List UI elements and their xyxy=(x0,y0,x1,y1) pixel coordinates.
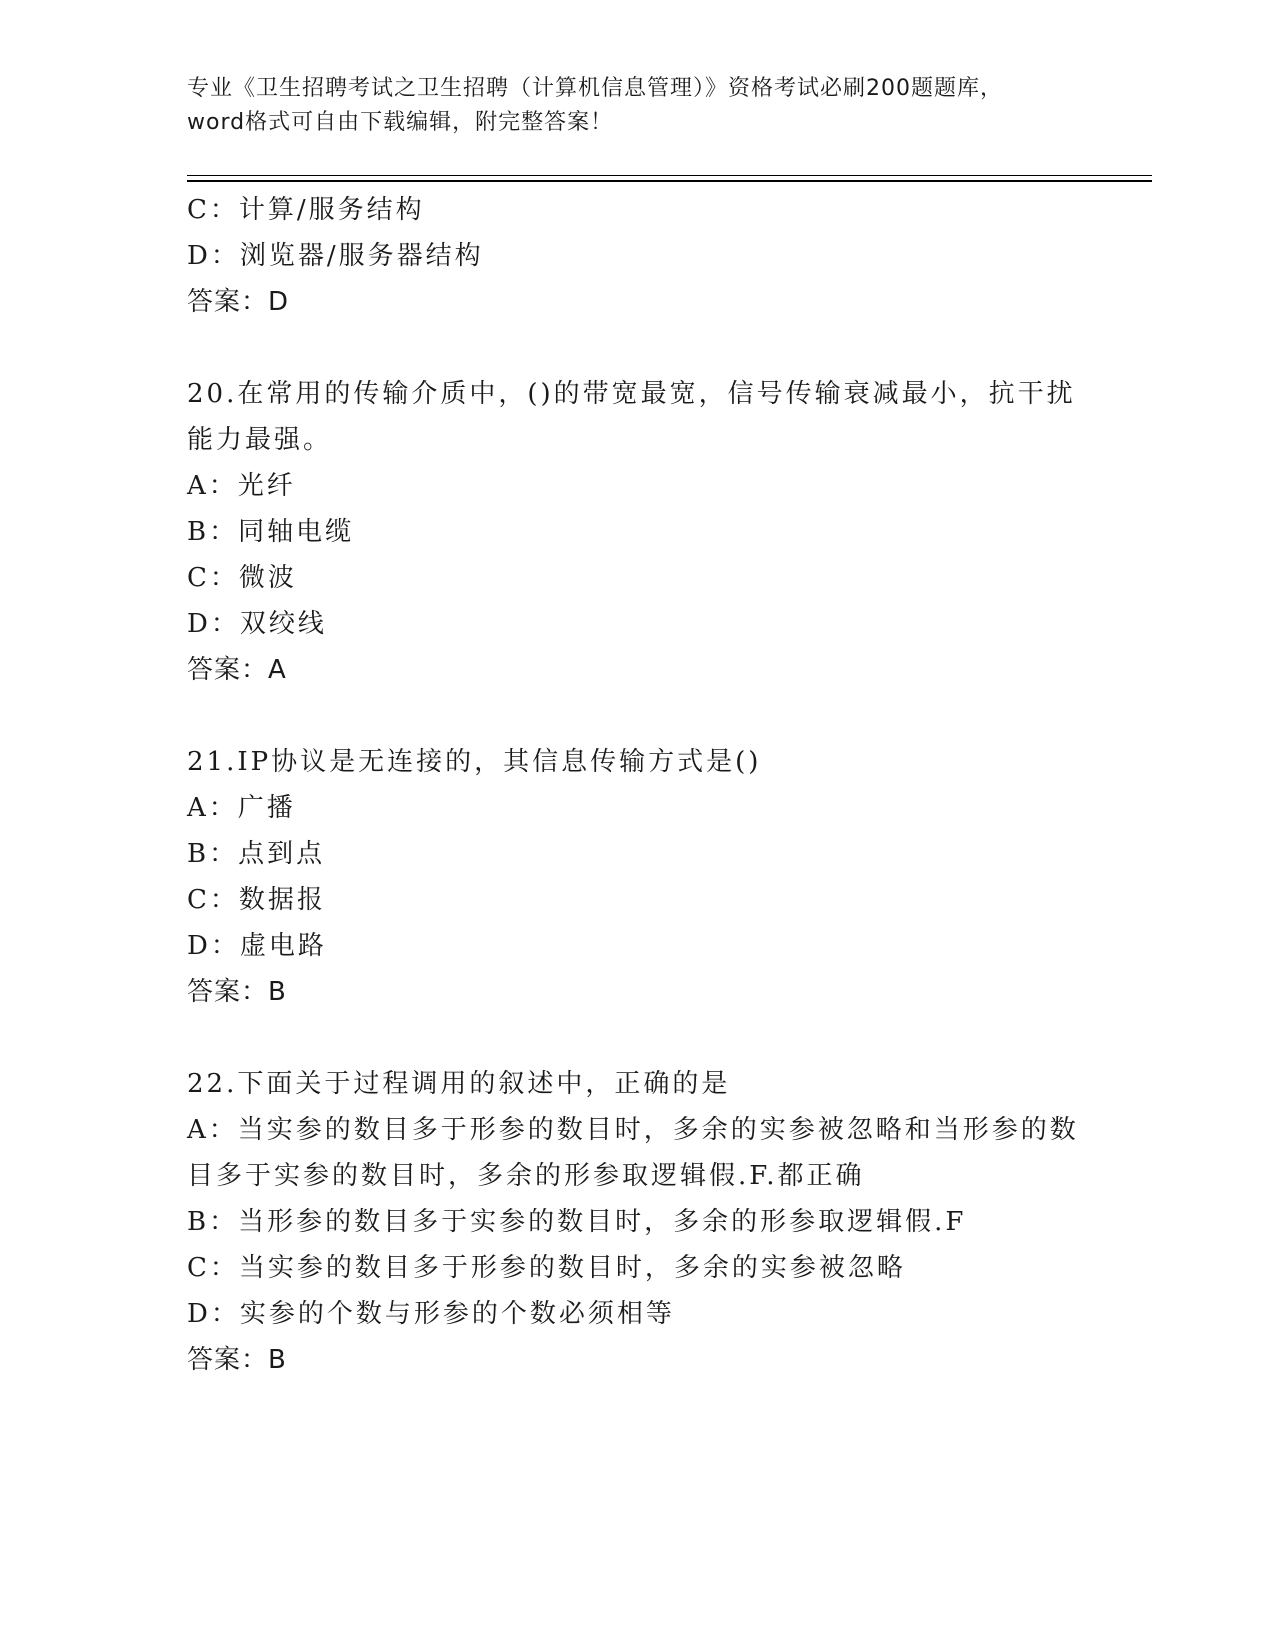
option-a-continued: 目多于实参的数目时，多余的形参取逻辑假.F.都正确 xyxy=(187,1161,865,1191)
question-stem: 21.IP协议是无连接的，其信息传输方式是() xyxy=(187,747,762,777)
header-title-line-2: word格式可自由下载编辑，附完整答案！ xyxy=(187,110,614,135)
question-19-tail xyxy=(187,187,1087,325)
option-d: D：双绞线 xyxy=(187,609,327,639)
question-body xyxy=(187,187,1087,1383)
question-stem-continued: 能力最强。 xyxy=(187,425,333,455)
question-22 xyxy=(187,1061,1087,1383)
header-divider-thick xyxy=(187,180,1152,182)
option-c: C：微波 xyxy=(187,563,297,593)
answer-line: 答案：A xyxy=(187,655,287,685)
option-d: D：虚电路 xyxy=(187,931,327,961)
spacer xyxy=(187,693,1087,739)
option-c: C：当实参的数目多于形参的数目时，多余的实参被忽略 xyxy=(187,1253,906,1283)
option-d: D：实参的个数与形参的个数必须相等 xyxy=(187,1299,675,1329)
header-divider-thin xyxy=(187,175,1152,176)
header-title-line-1: 专业《卫生招聘考试之卫生招聘（计算机信息管理）》资格考试必刷200题题库， xyxy=(187,76,1003,101)
option-a: A：光纤 xyxy=(187,471,296,501)
option-d: D：浏览器/服务器结构 xyxy=(187,241,484,271)
answer-line: 答案：D xyxy=(187,287,290,317)
option-a: A：广播 xyxy=(187,793,296,823)
spacer xyxy=(187,1015,1087,1061)
option-a: A：当实参的数目多于形参的数目时，多余的实参被忽略和当形参的数 xyxy=(187,1115,1079,1145)
option-b: B：当形参的数目多于实参的数目时，多余的形参取逻辑假.F xyxy=(187,1207,967,1237)
question-stem: 22.下面关于过程调用的叙述中，正确的是 xyxy=(187,1069,731,1099)
answer-line: 答案：B xyxy=(187,1345,287,1375)
question-21 xyxy=(187,739,1087,1015)
option-b: B：同轴电缆 xyxy=(187,517,355,547)
option-c: C：计算/服务结构 xyxy=(187,195,425,225)
spacer xyxy=(187,325,1087,371)
answer-line: 答案：B xyxy=(187,977,287,1007)
option-b: B：点到点 xyxy=(187,839,326,869)
option-c: C：数据报 xyxy=(187,885,326,915)
document-header xyxy=(187,72,1087,140)
question-20 xyxy=(187,371,1087,693)
question-stem: 20.在常用的传输介质中，()的带宽最宽，信号传输衰减最小，抗干扰 xyxy=(187,379,1076,409)
